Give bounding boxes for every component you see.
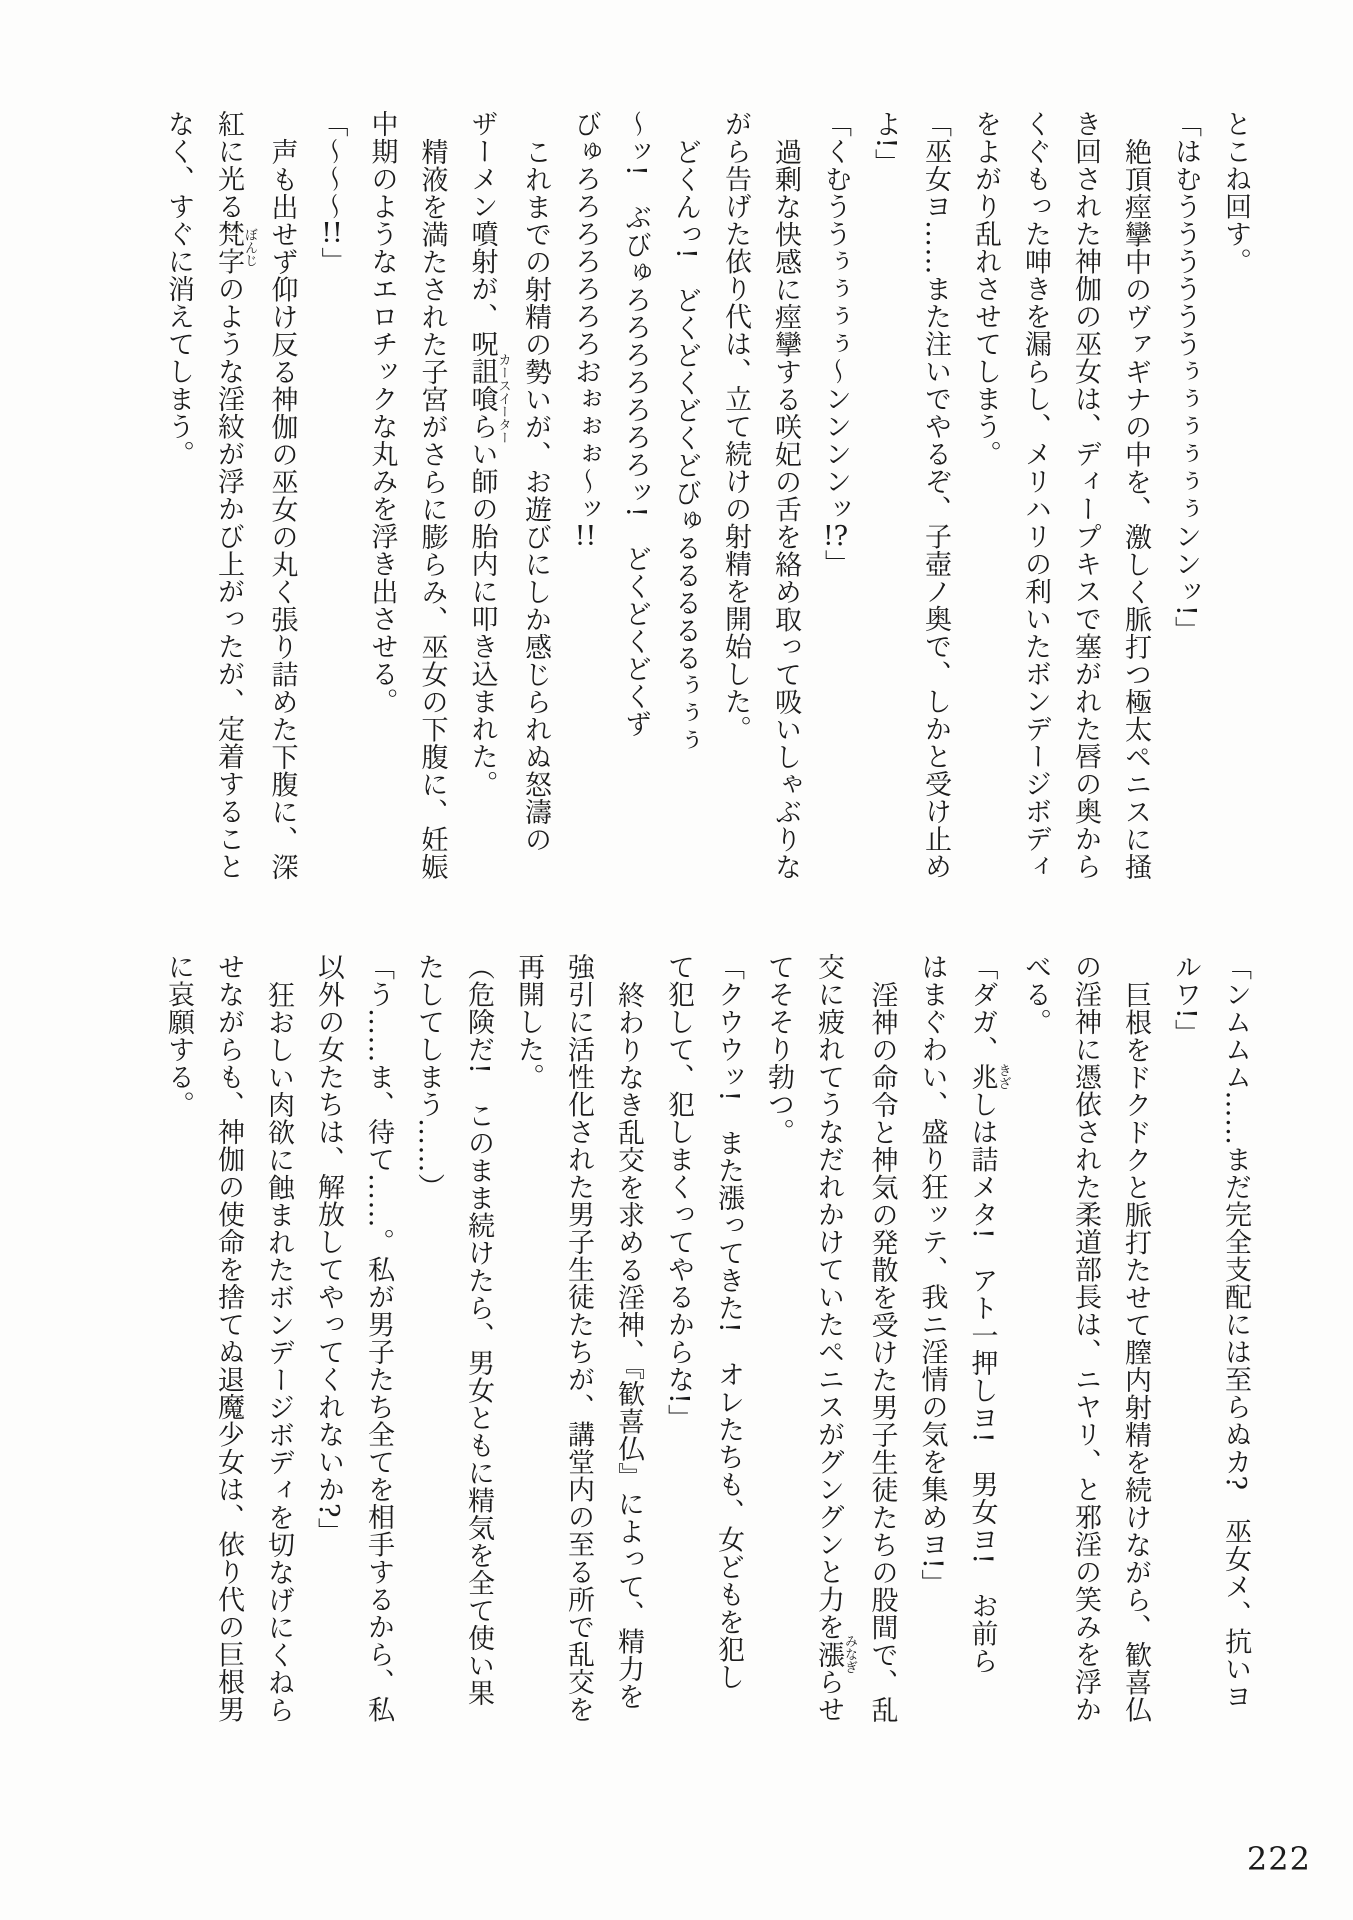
text-line: をよがり乱れさせてしまう。 <box>970 110 1001 468</box>
text-line: 過剰な快感に痙攣する咲妃の舌を絡め取って吸いしゃぶりな <box>770 138 801 881</box>
text-line: 中期のようなエロチックな丸みを浮き出させる。 <box>366 110 398 715</box>
text-line: てそそり勃つ。 <box>763 953 794 1146</box>
tate-chu-yoko: !! <box>321 220 343 247</box>
text-line: 以外の女たちは、解放してやってくれないか?」 <box>313 953 344 1546</box>
furigana: カースイーター <box>495 330 511 468</box>
text-block-bottom <box>153 953 1260 1753</box>
text-line: 淫神の命令と神気の発散を受けた男子生徒たちの股間で、乱 <box>866 981 898 1724</box>
tate-chu-yoko: !? <box>822 522 849 550</box>
text-line: 「う……ま、待て……。私が男子たち全てを相手するから、私 <box>363 953 394 1723</box>
text-line: びゅろろろろろろろおぉぉぉ〜ッ!! <box>570 110 601 550</box>
text-line: 再開した。 <box>513 953 544 1091</box>
text-line: 精液を満たされた子宮がさらに膨らみ、巫女の下腹に、妊娠 <box>416 138 448 881</box>
text-line: がら告げた依り代は、立て続けの射精を開始した。 <box>720 110 751 743</box>
text-line: せながらも、神伽の使命を捨てぬ退魔少女は、依り代の巨根男 <box>213 953 244 1723</box>
text-line: 交に疲れてうなだれかけていたペニスがグングンと力を漲みなぎらせ <box>813 953 857 1723</box>
text-line: て犯して、犯しまくってやるからな!」 <box>663 953 694 1432</box>
text-line: 「ダガ、兆きざしは詰メタ! アト一押しヨ! 男女ヨ! お前ら <box>966 953 1011 1675</box>
text-line: これまでの射精の勢いが、お遊びにしか感じられぬ怒濤の <box>520 138 551 853</box>
tate-chu-yoko: !! <box>574 522 597 550</box>
ruby-annotation: 呪詛喰らいカースイーター <box>466 330 511 468</box>
text-line: 「クウウッ! また漲ってきた! オレたちも、女どもを犯し <box>713 953 744 1691</box>
ruby-annotation: 兆きざ <box>966 1063 1011 1091</box>
text-block-top <box>153 110 1260 910</box>
text-line: の淫神に憑依された柔道部長は、ニヤリ、と邪淫の笑みを浮か <box>1070 953 1101 1723</box>
text-line: ザーメン噴射が、呪詛喰らいカースイーター師の胎内に叩き込まれた。 <box>466 110 511 798</box>
ruby-annotation: 梵字ぼんじ <box>213 220 257 275</box>
text-line: くぐもった呻きを漏らし、メリハリの利いたボンデージボディ <box>1020 110 1051 880</box>
text-line: とこね回す。 <box>1220 110 1251 275</box>
text-line: 紅に光る梵字ぼんじのような淫紋が浮かび上がったが、定着すること <box>213 110 257 880</box>
page-number: 222 <box>1246 1840 1311 1878</box>
ruby-annotation: 漲みなぎ <box>813 1634 857 1674</box>
furigana: みなぎ <box>842 1634 857 1674</box>
text-line: 「巫女ヨ……また注いでやるぞ、子壺ノ奥で、しかと受け止め <box>920 110 951 880</box>
furigana: ぼんじ <box>242 220 257 275</box>
text-line: 絶頂痙攣中のヴァギナの中を、激しく脈打つ極太ペニスに掻 <box>1120 138 1151 881</box>
text-line: 終わりなき乱交を求める淫神、『歓喜仏』によって、精力を <box>613 981 644 1710</box>
text-line: 強引に活性化された男子生徒たちが、講堂内の至る所で乱交を <box>563 953 594 1723</box>
text-line: 〜ッ! ぶびゅろろろろろろろッ! どくどくどくず <box>620 110 651 738</box>
text-line: き回された神伽の巫女は、ディープキスで塞がれた唇の奥から <box>1070 110 1101 880</box>
text-line: 狂おしい肉欲に蝕まれたボンデージボディを切なげにくねら <box>263 981 294 1724</box>
text-line: 声も出せず仰け反る神伽の巫女の丸く張り詰めた下腹に、深 <box>266 138 298 881</box>
text-line: 「くむううぅぅぅぅ〜ンンンンッ!?」 <box>820 110 851 577</box>
furigana: きざ <box>995 1063 1011 1091</box>
text-line: （危険だ! このまま続けたら、男女ともに精気を全て使い果 <box>463 953 494 1707</box>
text-line: 「はむううううううぅぅぅぅぅぅンンッ!」 <box>1170 110 1201 644</box>
text-line: はまぐわい、盛り狂ッテ、我ニ淫情の気を集めヨ!」 <box>916 953 948 1597</box>
text-line: たしてしまう……） <box>413 953 444 1201</box>
text-line: ルワ!」 <box>1170 953 1201 1047</box>
text-line: 「ンムムム……まだ完全支配には至らぬカ? 巫女メ、抗いヨ <box>1220 953 1251 1711</box>
text-line: に哀願する。 <box>163 953 194 1118</box>
text-line: 巨根をドクドクと脈打たせて膣内射精を続けながら、歓喜仏 <box>1120 981 1151 1724</box>
text-line: どくんっ! どくどくどくどびゅるるるるるぅぅぅ <box>670 138 701 755</box>
text-line: なく、すぐに消えてしまう。 <box>163 110 194 468</box>
text-line: べる。 <box>1020 953 1051 1036</box>
text-line: 「〜〜〜!!」 <box>316 110 348 275</box>
text-line: よ!」 <box>870 110 901 177</box>
